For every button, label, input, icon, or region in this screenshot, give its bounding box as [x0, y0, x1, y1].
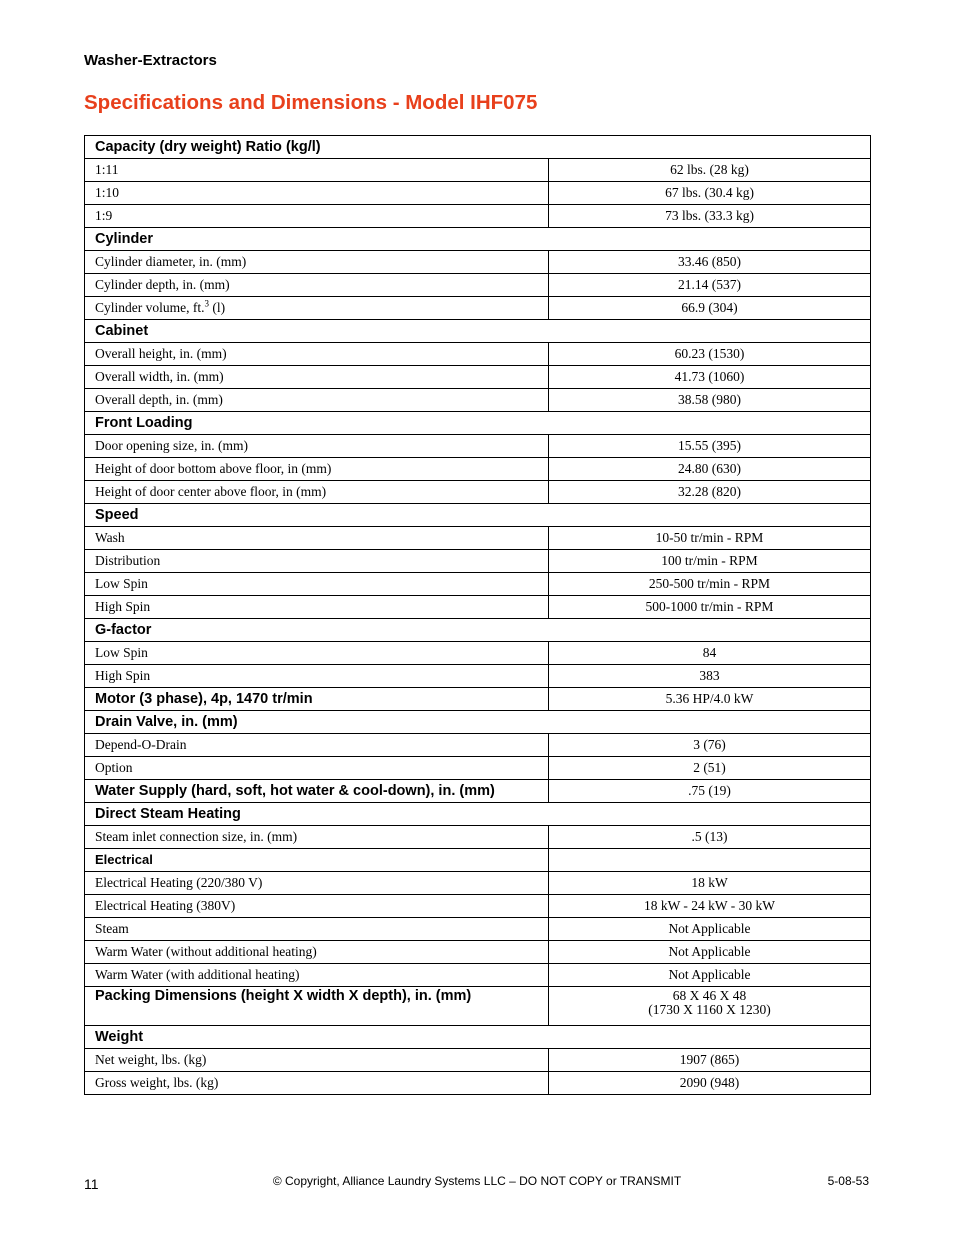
- spec-label: Option: [85, 757, 549, 780]
- spec-value: 84: [549, 642, 871, 665]
- spec-label: Height of door bottom above floor, in (mm): [85, 458, 549, 481]
- spec-value: 33.46 (850): [549, 251, 871, 274]
- spec-label: Door opening size, in. (mm): [85, 435, 549, 458]
- spec-value: 18 kW: [549, 872, 871, 895]
- spec-label: 1:10: [85, 182, 549, 205]
- table-row: [85, 251, 871, 274]
- spec-value: 100 tr/min - RPM: [549, 550, 871, 573]
- spec-value: 18 kW - 24 kW - 30 kW: [549, 895, 871, 918]
- spec-label: Electrical Heating (380V): [85, 895, 549, 918]
- table-row: [85, 872, 871, 895]
- spec-value: 62 lbs. (28 kg): [549, 159, 871, 182]
- table-row: [85, 435, 871, 458]
- table-row: [85, 182, 871, 205]
- spec-value: 2 (51): [549, 757, 871, 780]
- spec-label: High Spin: [85, 665, 549, 688]
- spec-value: 250-500 tr/min - RPM: [549, 573, 871, 596]
- spec-label: Height of door center above floor, in (mm): [85, 481, 549, 504]
- spec-value: .5 (13): [549, 826, 871, 849]
- table-row: [85, 573, 871, 596]
- spec-value: 24.80 (630): [549, 458, 871, 481]
- section-header-row: [85, 320, 871, 343]
- table-row: [85, 274, 871, 297]
- section-header-row: [85, 619, 871, 642]
- spec-value: 41.73 (1060): [549, 366, 871, 389]
- spec-label: Distribution: [85, 550, 549, 573]
- table-row: [85, 849, 871, 872]
- spec-label: Depend-O-Drain: [85, 734, 549, 757]
- section-heading: Electrical: [85, 849, 549, 872]
- spec-value: 21.14 (537): [549, 274, 871, 297]
- section-heading: Cylinder: [85, 228, 871, 251]
- copyright-notice: © Copyright, Alliance Laundry Systems LLC – DO NOT COPY or TRANSMIT: [272, 1174, 682, 1188]
- spec-label: 1:11: [85, 159, 549, 182]
- table-row: [85, 734, 871, 757]
- spec-value: .75 (19): [549, 780, 871, 803]
- spec-value: 60.23 (1530): [549, 343, 871, 366]
- table-row: [85, 366, 871, 389]
- spec-value: 38.58 (980): [549, 389, 871, 412]
- table-row: [85, 596, 871, 619]
- section-heading: Water Supply (hard, soft, hot water & cool-down), in. (mm): [85, 780, 549, 803]
- section-heading: Weight: [85, 1026, 871, 1049]
- table-row: [85, 642, 871, 665]
- section-header-row: [85, 1026, 871, 1049]
- spec-label: Warm Water (without additional heating): [85, 941, 549, 964]
- spec-label: Electrical Heating (220/380 V): [85, 872, 549, 895]
- spec-label: Low Spin: [85, 573, 549, 596]
- spec-value: 73 lbs. (33.3 kg): [549, 205, 871, 228]
- section-label: Washer-Extractors: [84, 52, 217, 69]
- spec-value: 15.55 (395): [549, 435, 871, 458]
- table-row: [85, 205, 871, 228]
- section-header-row: [85, 803, 871, 826]
- spec-value: Not Applicable: [549, 941, 871, 964]
- table-row: [85, 826, 871, 849]
- spec-value: 1907 (865): [549, 1049, 871, 1072]
- spec-value: 5.36 HP/4.0 kW: [549, 688, 871, 711]
- section-header-row: [85, 504, 871, 527]
- table-row: [85, 458, 871, 481]
- spec-label: Steam inlet connection size, in. (mm): [85, 826, 549, 849]
- spec-value: 67 lbs. (30.4 kg): [549, 182, 871, 205]
- table-row: [85, 389, 871, 412]
- spec-value-line: 68 X 46 X 48: [672, 988, 747, 1003]
- table-row: [85, 987, 871, 1026]
- spec-label: Gross weight, lbs. (kg): [85, 1072, 549, 1095]
- spec-label: Net weight, lbs. (kg): [85, 1049, 549, 1072]
- section-heading: Cabinet: [85, 320, 871, 343]
- spec-label-text: Cylinder volume, ft.: [95, 300, 205, 315]
- spec-label: Steam: [85, 918, 549, 941]
- page-number: 11: [84, 1176, 99, 1192]
- spec-label: Low Spin: [85, 642, 549, 665]
- section-heading: Capacity (dry weight) Ratio (kg/l): [85, 136, 871, 159]
- spec-value: 2090 (948): [549, 1072, 871, 1095]
- superscript: 3: [204, 298, 209, 309]
- section-header-row: [85, 228, 871, 251]
- section-header-row: [85, 412, 871, 435]
- spec-value: Not Applicable: [549, 918, 871, 941]
- spec-label: Overall height, in. (mm): [85, 343, 549, 366]
- spec-label: 1:9: [85, 205, 549, 228]
- table-row: [85, 918, 871, 941]
- spec-label: Overall width, in. (mm): [85, 366, 549, 389]
- table-row: [85, 780, 871, 803]
- table-row: [85, 1072, 871, 1095]
- spec-value: [549, 987, 871, 1026]
- table-row: [85, 550, 871, 573]
- section-heading: Direct Steam Heating: [85, 803, 871, 826]
- table-row: [85, 895, 871, 918]
- spec-label: [85, 297, 549, 320]
- specifications-table: [84, 135, 871, 1095]
- table-row: [85, 757, 871, 780]
- table-row: [85, 159, 871, 182]
- spec-value: 66.9 (304): [549, 297, 871, 320]
- spec-value-line: (1730 X 1160 X 1230): [648, 1002, 771, 1017]
- spec-label: Cylinder diameter, in. (mm): [85, 251, 549, 274]
- spec-value: 3 (76): [549, 734, 871, 757]
- table-row: [85, 941, 871, 964]
- section-heading: Front Loading: [85, 412, 871, 435]
- table-row: [85, 297, 871, 320]
- section-header-row: [85, 136, 871, 159]
- section-heading: Packing Dimensions (height X width X depth), in. (mm): [85, 987, 549, 1026]
- spec-label-unit: (l): [208, 300, 226, 315]
- spec-label: Cylinder depth, in. (mm): [85, 274, 549, 297]
- table-row: [85, 527, 871, 550]
- table-row: [85, 688, 871, 711]
- spec-label: Wash: [85, 527, 549, 550]
- section-heading: Speed: [85, 504, 871, 527]
- table-row: [85, 481, 871, 504]
- spec-value: 10-50 tr/min - RPM: [549, 527, 871, 550]
- spec-value: 32.28 (820): [549, 481, 871, 504]
- section-heading: Drain Valve, in. (mm): [85, 711, 871, 734]
- spec-label: High Spin: [85, 596, 549, 619]
- spec-value-empty: [549, 849, 871, 872]
- section-heading: Motor (3 phase), 4p, 1470 tr/min: [85, 688, 549, 711]
- section-heading: G-factor: [85, 619, 871, 642]
- document-number: 5-08-53: [827, 1174, 869, 1188]
- table-row: [85, 665, 871, 688]
- page-title: Specifications and Dimensions - Model IHF075: [84, 91, 538, 114]
- table-row: [85, 343, 871, 366]
- spec-value: 500-1000 tr/min - RPM: [549, 596, 871, 619]
- table-row: [85, 964, 871, 987]
- section-header-row: [85, 711, 871, 734]
- spec-value: 383: [549, 665, 871, 688]
- table-row: [85, 1049, 871, 1072]
- spec-value: Not Applicable: [549, 964, 871, 987]
- spec-label: Overall depth, in. (mm): [85, 389, 549, 412]
- spec-label: Warm Water (with additional heating): [85, 964, 549, 987]
